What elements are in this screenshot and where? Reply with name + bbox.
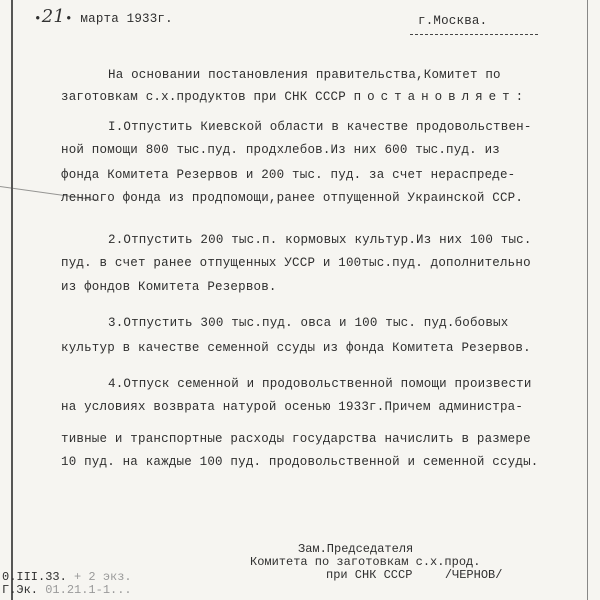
paragraph-3-line-1: 3.Отпустить 300 тыс.пуд. овса и 100 тыс. пуд.бобовых (108, 316, 509, 330)
signature-org: при СНК СССР (326, 568, 413, 582)
signature-name: /ЧЕРНОВ/ (444, 568, 503, 582)
document-date (34, 6, 173, 27)
paragraph-4-line-4: 10 пуд. на каждые 100 пуд. продовольственной и семенной ссуды. (61, 455, 539, 469)
decree-word: постановляет: (353, 90, 530, 104)
footer-code-2: Г.Эк. (2, 583, 39, 597)
paragraph-4-line-2: на условиях возврата натурой осенью 1933г.Причем администра- (61, 400, 524, 414)
paragraph-1-line-2: ной помощи 800 тыс.пуд. продхлебов.Из них 600 тыс.пуд. из (61, 143, 500, 157)
handwritten-day: 21 (41, 6, 66, 27)
signature-title-2: Комитета по заготовкам с.х.прод. (250, 555, 481, 569)
paragraph-1-line-3: фонда Комитета Резервов и 200 тыс. пуд. за счет нераспреде- (61, 168, 516, 182)
preamble-line-2 (61, 90, 529, 104)
date-month-year: марта 1933г. (80, 12, 173, 26)
city-underline (410, 34, 538, 35)
document-city: г.Москва. (418, 14, 488, 28)
footer-ref: 01.21.1-1... (45, 583, 132, 597)
signature-title-1: Зам.Председателя (298, 542, 414, 556)
preamble-line-1: На основании постановления правительства,Комитет по (108, 68, 501, 82)
paragraph-2-line-1: 2.Отпустить 200 тыс.п. кормовых культур.Из них 100 тыс. (108, 233, 532, 247)
date-bullet: • (65, 12, 73, 26)
paragraph-3-line-2: культур в качестве семенной ссуды из фонда Комитета Резервов. (61, 341, 531, 355)
footer-copies: + 2 экз. (74, 570, 132, 584)
paragraph-1-line-4: ленного фонда из продпомощи,ранее отпущенной Украинской ССР. (61, 191, 524, 205)
footer-mark-2 (2, 584, 132, 596)
date-bullet: • (34, 12, 42, 26)
paragraph-2-line-3: из фондов Комитета Резервов. (61, 280, 277, 294)
left-binding-line (11, 0, 13, 600)
footer-code-1: 0.III.33. (2, 570, 67, 584)
footer-mark-1 (2, 571, 132, 583)
preamble-committee: заготовкам с.х.продуктов при СНК СССР (61, 90, 346, 104)
right-page-edge (587, 0, 588, 600)
paragraph-1-line-1: I.Отпустить Киевской области в качестве продовольствен- (108, 120, 532, 134)
signature-title-3 (326, 569, 502, 582)
paragraph-4-line-1: 4.Отпуск семенной и продовольственной помощи произвести (108, 377, 532, 391)
paragraph-2-line-2: пуд. в счет ранее отпущенных УССР и 100тыс.пуд. дополнительно (61, 256, 531, 270)
paragraph-4-line-3: тивные и транспортные расходы государства начислить в размере (61, 432, 531, 446)
